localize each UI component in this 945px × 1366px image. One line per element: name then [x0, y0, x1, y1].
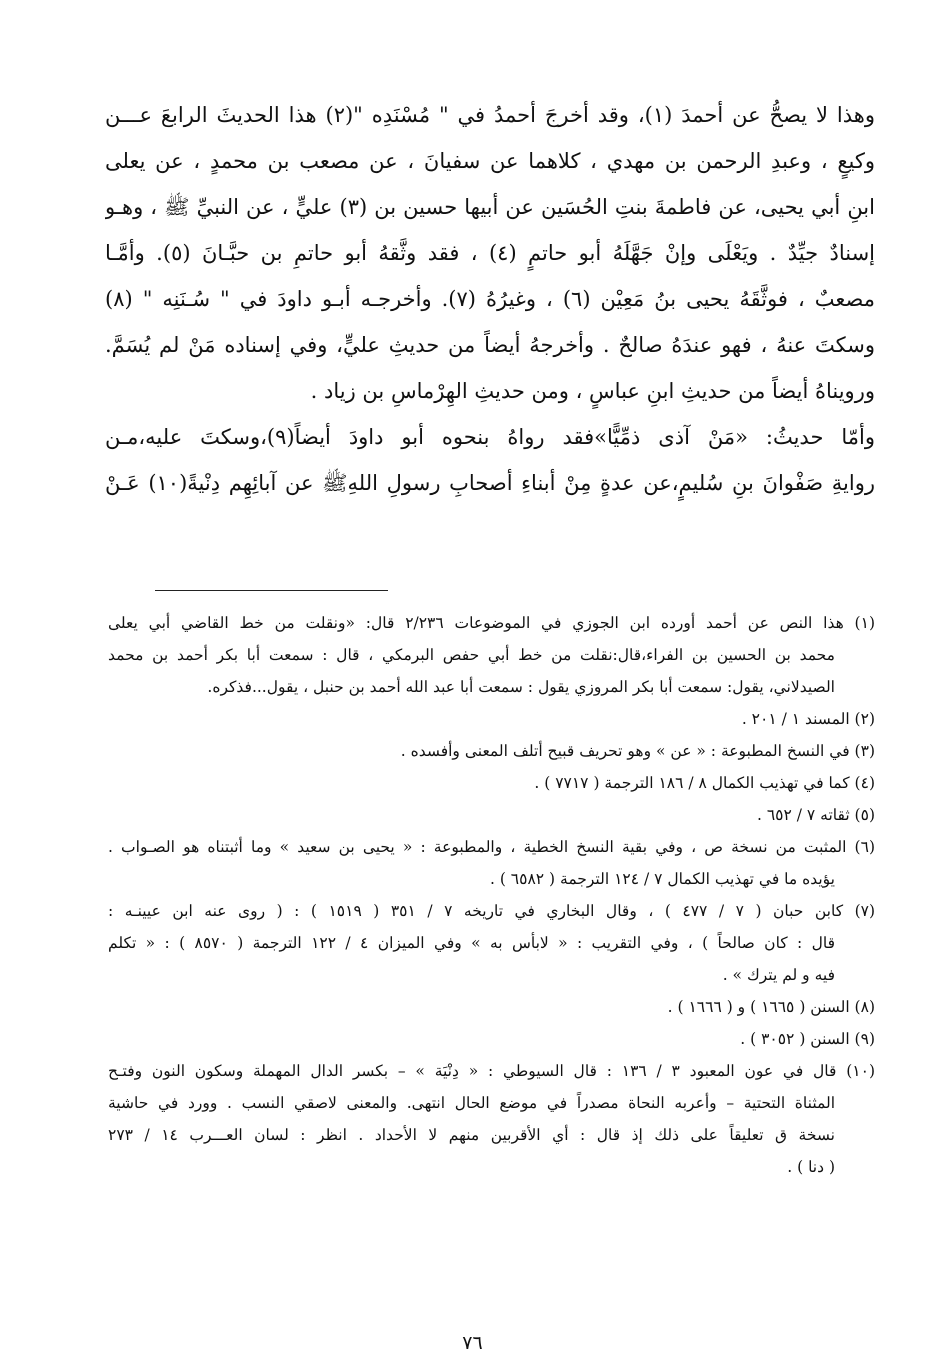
main-text-block [105, 92, 875, 506]
footnote-line: (١) هذا النص عن أحمد أورده ابن الجوزي في الموضوعات ٢/٢٣٦ قال: «ونقلت من خط القاضي أبي يعلى [108, 614, 875, 632]
footnote-3 [108, 735, 875, 767]
main-text-line: روايةِ صَفْوانَ بنِ سُليمٍ،عن عدةٍ مِنْ أبناءِ أصحابِ رسولِ اللهِﷺ عن آبائِهِم دِنْيةً(١٠) عَـنْ [105, 471, 875, 495]
main-text-line: وكيعٍ ، وعبدِ الرحمن بن مهدي ، كلاهما عن سفيانَ ، عن مصعب بن محمدٍ ، عن يعلى [105, 149, 875, 173]
footnote-7 [108, 895, 875, 991]
page-number: ٧٦ [462, 1332, 483, 1354]
footnote-line: (٨) السنن ( ١٦٦٥ ) و ( ١٦٦٦ ) . [667, 998, 875, 1016]
main-text-line: إسنادٌ جيِّدٌ . ويَعْلَى وإنْ جَهَّلَهُ أبو حاتمٍ (٤) ، فقد وثَّقهُ أبو حاتمِ بن حبَّـانَ (٥). وأمَّـا [105, 241, 875, 265]
footnote-line: محمد بن الحسين بن الفراء،قال:نقلت من خط أبي حفص البرمكي ، قال : سمعت أبا بكر أحمد بن محمد [108, 646, 835, 664]
footnote-line: (٥) ثقاته ٧ / ٦٥٢ . [756, 806, 875, 824]
footnote-1 [108, 607, 875, 703]
main-text-line: وهذا لا يصحُّ عن أحمدَ (١)، وقد أخرجَ أحمدُ في " مُسْنَدِه "(٢) هذا الحديثَ الرابعَ عـــن [105, 103, 875, 127]
footnote-line: (٢) المسند ١ / ٢٠١ . [741, 710, 875, 728]
footnote-line: نسخة ق تعليقاً على ذلك إذ قال : أي الأقربين منهم لا الأحداد . انظر : لسان العـــرب ١٤ / ٢٧٣ [108, 1126, 835, 1144]
main-text-line: ابنِ أبي يحيى، عن فاطمةَ بنتِ الحُسَين عن أبيها حسين بن (٣) عليٍّ ، عن النبيِّ ﷺ ، وهـو [105, 195, 875, 219]
footnote-line: (١٠) قال في عون المعبود ٣ / ١٣٦ : قال السيوطي : « دِنْيَة » – بكسر الدال المهملة وسكون النون وفتـح [108, 1062, 875, 1080]
footnote-5 [108, 799, 875, 831]
main-text-line: مصعبٌ ، فوثَّقَهُ يحيى بنُ مَعِيْن (٦) ، وغيرُهُ (٧). وأخرجـه أبـو داودَ في " سُـنَنِه " (٨) [105, 287, 875, 311]
footnote-6 [108, 831, 875, 895]
footnote-line: (٤) كما في تهذيب الكمال ٨ / ١٨٦ الترجمة ( ٧٧١٧ ) . [534, 774, 875, 792]
footnote-line: (٩) السنن ( ٣٠٥٢ ) . [740, 1030, 875, 1048]
footnote-2 [108, 703, 875, 735]
footnote-line: الصيدلاني، يقول: سمعت أبا بكر المروزي يقول : سمعت أبا عبد الله أحمد بن حنبل ، يقول...فذكره. [207, 678, 835, 696]
footnote-line: فيه و لم يترك » . [722, 966, 835, 984]
footnote-4 [108, 767, 875, 799]
footnote-line: (٧) كابن حبان ( ٧ / ٤٧٧ ) ، وقال البخاري في تاريخه ٧ / ٣٥١ ( ١٥١٩ ) : ( روى عنه ابن عيينـه : [108, 902, 875, 920]
footnote-10 [108, 1055, 875, 1183]
footnote-9 [108, 1023, 875, 1055]
footnote-line: قال : كان صالحاً ) ، وفي التقريب : « لابأس به » وفي الميزان ٤ / ١٢٢ الترجمة ( ٨٥٧٠ ) : « تكلم [108, 934, 836, 952]
footnote-line: (٣) في النسخ المطبوعة : « عن » وهو تحريف قبيح أتلف المعنى وأفسده . [400, 742, 875, 760]
footnote-line: (٦) المثبت من نسخة ص ، وفي بقية النسخ الخطية ، والمطبوعة : « يحيى بن سعيد » وما أثبتناه هو الصـواب . [108, 838, 875, 856]
main-text-line: وأمّا حديثُ: «مَنْ آذى ذمِّيًّا»فقد رواهُ بنحوه أبو داودَ أيضاً(٩)،وسكتَ عليه،مـن [105, 425, 875, 449]
footnote-line: يؤيده ما في تهذيب الكمال ٧ / ١٢٤ الترجمة ( ٦٥٨٢ ) . [489, 870, 835, 888]
footnote-separator [155, 590, 388, 591]
main-text-line: ورويناهُ أيضاً من حديثِ ابنِ عباسٍ ، ومن حديثِ الهِرْماسِ بن زياد . [310, 379, 875, 403]
footnotes-block [108, 607, 875, 1183]
footnote-line: المثناة التحتية – وأعربه النحاة مصدراً في موضع الحال انتهى. والمعنى لاصقي النسب . وورد في حاشية [108, 1094, 835, 1112]
main-text-line: وسكتَ عنهُ ، فهو عندَهُ صالحٌ . وأخرجهُ أيضاً من حديثِ عليٍّ، وفي إسناده مَنْ لم يُسَمَّ. [105, 333, 875, 357]
footnote-line: ( دنا ) . [787, 1158, 835, 1176]
footnote-8 [108, 991, 875, 1023]
